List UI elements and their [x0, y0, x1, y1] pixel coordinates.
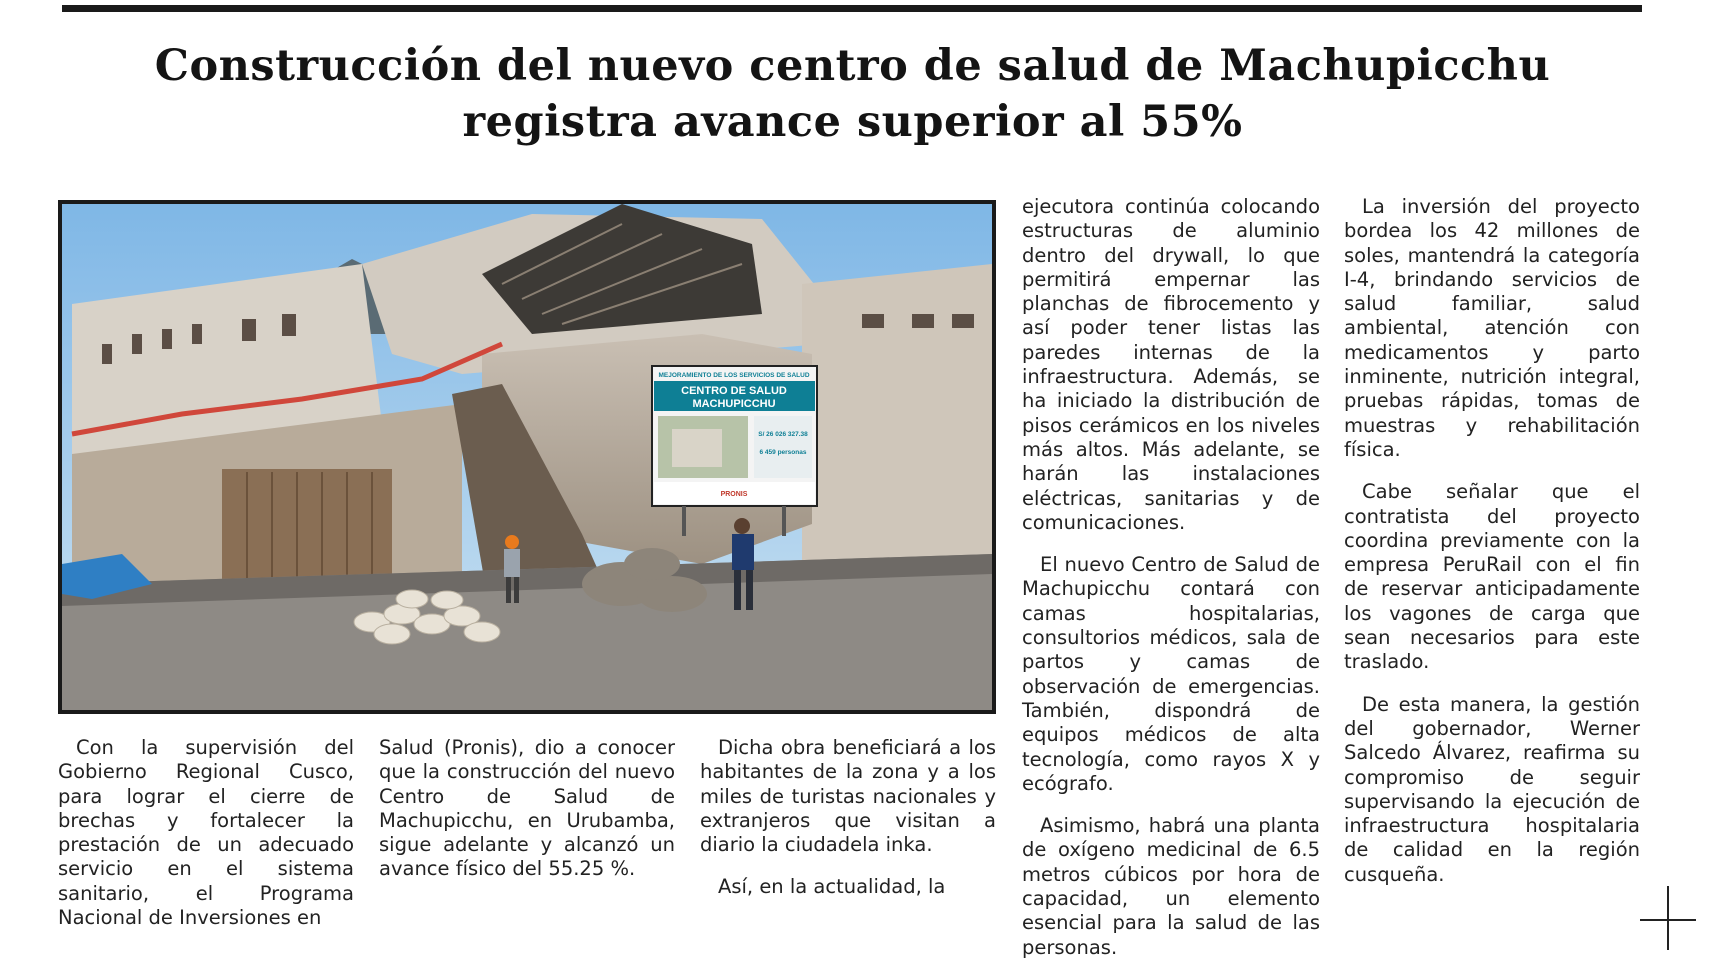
column-4-paragraph-1: ejecutora continúa colocando estructuras de aluminio dentro del drywall, lo que permitirá empernar las planchas de fibrocemento y así poder tener listas las paredes internas de la infraestructura. Además, se ha iniciado la distribución de pisos cerámicos en los niveles más altos. Más adelante, se harán las instalaciones eléctricas, sanitarias y de comunicaciones. [1022, 195, 1320, 534]
column-4 [1022, 195, 1320, 960]
column-4-paragraph-3: Asimismo, habrá una planta de oxígeno medicinal de 6.5 metros cúbicos por hora de capacidad, un elemento esencial para la salud de las personas. [1022, 814, 1320, 959]
right-building [802, 264, 992, 564]
billboard-title-2: MACHUPICCHU [692, 398, 776, 410]
headline-line-1: Construcción del nuevo centro de salud de Machupicchu [154, 41, 1551, 91]
top-rule [62, 5, 1642, 12]
column-3 [700, 736, 996, 900]
crop-mark-vertical [1667, 886, 1669, 950]
column-5-paragraph-1: La inversión del proyecto bordea los 42 millones de soles, mantendrá la categoría I-4, brindando servicios de salud familiar, salud ambiental, atención con medicamentos y parto inminente, nutrición integral, pruebas rápidas, tomas de muestras y rehabilitación física. [1344, 195, 1640, 461]
column-5 [1344, 195, 1640, 887]
construction-site-illustration [62, 204, 992, 710]
column-2 [379, 736, 675, 882]
column-1-paragraph-1: Con la supervisión del Gobierno Regional Cusco, para lograr el cierre de brechas y fortalecer la prestación de un adecuado servicio en el sistema sanitario, el Programa Nacional de Inversiones en [58, 736, 354, 930]
billboard-people: 6 459 personas [759, 449, 807, 456]
column-5-paragraph-2: Cabe señalar que el contratista del proyecto coordina previamente con la empresa PeruRail con el fin de reservar anticipadamente los vagones de carga que sean necesarios para este traslado. [1344, 480, 1640, 674]
column-4-paragraph-2: El nuevo Centro de Salud de Machupicchu contará con camas hospitalarias, consultorios médicos, sala de partos y camas de observación de emergencias. También, dispondrá de equipos médicos de alta tecnología, como rayos X y ecógrafo. [1022, 553, 1320, 795]
billboard-amount: S/ 26 026 327.38 [758, 431, 808, 438]
column-1 [58, 736, 354, 930]
headline-line-2: registra avance superior al 55% [462, 97, 1243, 147]
billboard-banner: MEJORAMIENTO DE LOS SERVICIOS DE SALUD [658, 372, 810, 379]
column-3-paragraph-2: Así, en la actualidad, la [718, 875, 946, 899]
column-2-paragraph-1: Salud (Pronis), dio a conocer que la construcción del nuevo Centro de Salud de Machupicchu, en Urubamba, sigue adelante y alcanzó un avance físico del 55.25 %. [379, 736, 675, 881]
billboard-title-1: CENTRO DE SALUD [681, 385, 787, 397]
billboard-logo: PRONIS [720, 491, 748, 498]
construction-photo [58, 200, 996, 714]
column-5-paragraph-3: De esta manera, la gestión del gobernador, Werner Salcedo Álvarez, reafirma su compromiso de seguir supervisando la ejecución de infraestructura hospitalaria de calidad en la región cusqueña. [1344, 692, 1640, 886]
article-headline [40, 38, 1665, 150]
column-3-paragraph-1: Dicha obra beneficiará a los habitantes de la zona y a los miles de turistas nacionales y extranjeros que visitan a diario la ciudadela inka. [700, 736, 996, 857]
